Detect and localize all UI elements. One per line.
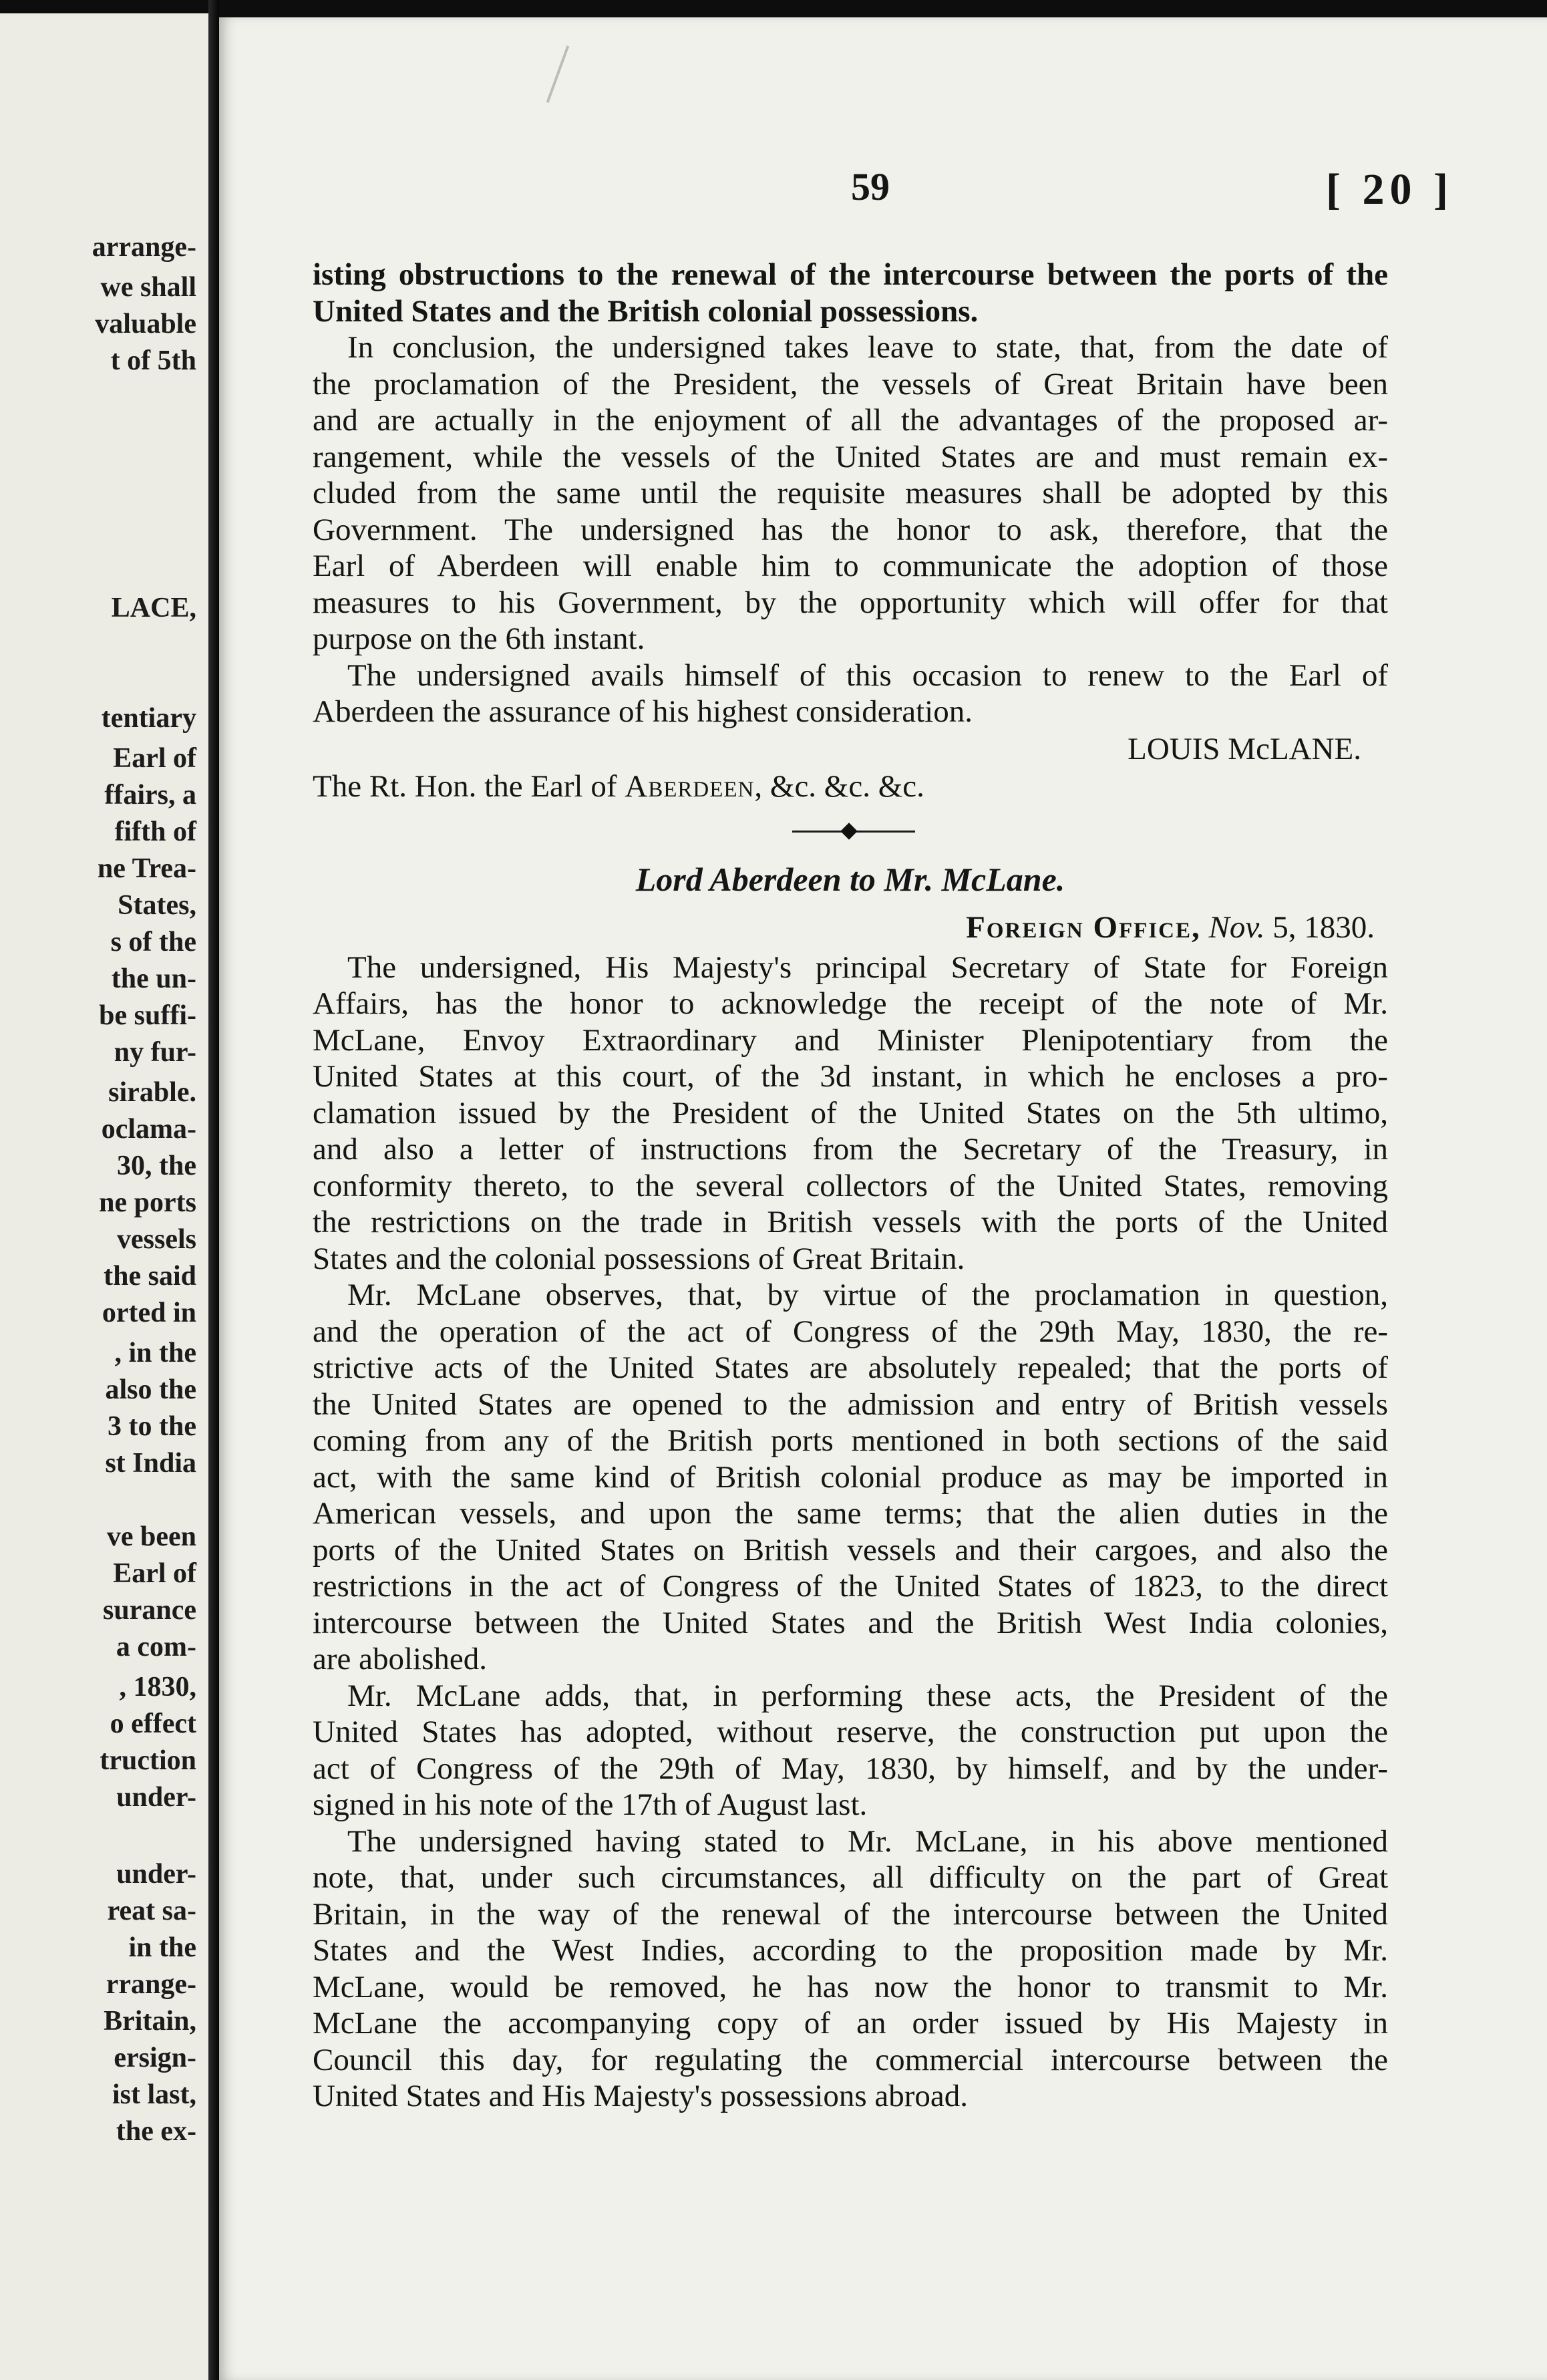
addressee-suffix: , &c. &c. &c. xyxy=(754,768,924,804)
text-line: intercourse between the United States and the British West India colonies, xyxy=(313,1605,1388,1640)
page-number: 59 xyxy=(851,165,890,208)
text-line: McLane, would be removed, he has now the honor to transmit to Mr. xyxy=(313,1969,1388,2004)
text-line: purpose on the 6th instant. xyxy=(313,621,645,656)
dateline-month: Nov. xyxy=(1208,909,1265,945)
previous-page-line: ve been xyxy=(106,1521,196,1552)
text-line: clamation issued by the President of the United States on the 5th ultimo, xyxy=(313,1095,1388,1131)
previous-page-line: o effect xyxy=(110,1708,196,1739)
previous-page-line: the said xyxy=(104,1261,196,1292)
previous-page-line: orted in xyxy=(102,1298,196,1328)
text-line: measures to his Government, by the opportunity which will offer for that xyxy=(313,585,1388,620)
previous-page-line: tentiary xyxy=(101,703,196,734)
previous-page-line: the un- xyxy=(111,963,196,994)
text-line: the proclamation of the President, the vessels of Great Britain have been xyxy=(313,366,1388,402)
text-line: The undersigned avails himself of this occasion to renew to the Earl of xyxy=(347,657,1388,693)
letter-aberdeen xyxy=(313,853,1388,2115)
dateline-date: 5, 1830. xyxy=(1272,909,1375,945)
previous-page-line: under- xyxy=(116,1859,196,1890)
text-line: McLane, Envoy Extraordinary and Minister Plenipotentiary from the xyxy=(313,1022,1388,1058)
text-line: act, with the same kind of British colonial produce as may be imported in xyxy=(313,1459,1388,1495)
text-line: The undersigned, His Majesty's principal Secretary of State for Foreign xyxy=(347,949,1388,985)
previous-page-line: , in the xyxy=(114,1338,196,1368)
addressee-prefix: The Rt. Hon. the Earl of xyxy=(313,768,625,804)
previous-page-line: we shall xyxy=(100,272,196,303)
previous-page-line: arrange- xyxy=(92,232,196,263)
text-line: ports of the United States on British vessels and their cargoes, and also the xyxy=(313,1532,1388,1568)
previous-page-line: States, xyxy=(118,890,196,921)
text-line: American vessels, and upon the same terms; that the alien duties in the xyxy=(313,1496,1388,1531)
text-line: The undersigned having stated to Mr. McLane, in his above mentioned xyxy=(347,1823,1388,1859)
letter-heading: Lord Aberdeen to Mr. McLane. xyxy=(635,860,1065,898)
text-line: Government. The undersigned has the honor to ask, therefore, that the xyxy=(313,512,1388,547)
dateline-office: Foreign Office, xyxy=(966,909,1201,945)
paragraph xyxy=(313,257,1388,329)
previous-page-line: ist last, xyxy=(112,2079,196,2110)
text-line: Aberdeen the assurance of his highest consideration. xyxy=(313,694,973,729)
text-line: rangement, while the vessels of the United States are and must remain ex- xyxy=(313,439,1388,474)
paragraph xyxy=(313,1678,1388,1823)
previous-page-line: t of 5th xyxy=(110,345,196,376)
text-line: the United States are opened to the admission and entry of British vessels xyxy=(313,1386,1388,1422)
previous-page-line: reat sa- xyxy=(107,1896,196,1926)
text-line: restrictions in the act of Congress of the United States of 1823, to the direct xyxy=(313,1569,1388,1604)
previous-page-line: a com- xyxy=(116,1632,196,1662)
previous-page-line: , 1830, xyxy=(119,1672,196,1702)
letter-mclane-closing xyxy=(313,257,1388,805)
previous-page-line: oclama- xyxy=(101,1114,196,1145)
text-line: conformity thereto, to the several collectors of the United States, removing xyxy=(313,1168,1388,1203)
page-gutter xyxy=(208,0,219,2380)
previous-page-line: Earl of xyxy=(113,743,196,774)
text-line: and the operation of the act of Congress of the 29th May, 1830, the re- xyxy=(313,1314,1388,1349)
previous-page-line: ne Trea- xyxy=(97,853,196,884)
text-line: and also a letter of instructions from the Secretary of the Treasury, in xyxy=(313,1132,1388,1167)
paragraph xyxy=(313,1823,1388,2115)
previous-page-line: LACE, xyxy=(111,593,196,623)
page-header xyxy=(219,164,1547,225)
document-number: [ 20 ] xyxy=(1326,165,1453,214)
text-line: and are actually in the enjoyment of all the advantages of the proposed ar- xyxy=(313,403,1388,438)
previous-page-line: be suffi- xyxy=(99,1000,196,1031)
text-line: cluded from the same until the requisite measures shall be adopted by this xyxy=(313,476,1388,510)
section-divider xyxy=(313,805,1388,853)
previous-page-line: the ex- xyxy=(116,2116,196,2147)
paragraph xyxy=(313,1277,1388,1678)
text-line: signed in his note of the 17th of August last. xyxy=(313,1787,868,1822)
text-line: strictive acts of the United States are absolutely repealed; that the ports of xyxy=(313,1350,1388,1385)
paragraph xyxy=(313,657,1388,730)
text-line: United States and the British colonial possessions. xyxy=(313,293,979,329)
signature: LOUIS McLANE. xyxy=(1128,731,1361,766)
previous-page-line: surance xyxy=(103,1595,196,1626)
previous-page-line: rrange- xyxy=(106,1969,196,2000)
text-line: the restrictions on the trade in British vessels with the ports of the United xyxy=(313,1205,1388,1239)
previous-page-line: ny fur- xyxy=(114,1037,196,1068)
text-line: note, that, under such circumstances, all difficulty on the part of Great xyxy=(313,1860,1388,1895)
previous-page-line: sirable. xyxy=(108,1077,196,1108)
previous-page-line: s of the xyxy=(110,927,196,957)
page-body xyxy=(313,257,1388,2115)
text-line: States and the colonial possessions of Great Britain. xyxy=(313,1241,965,1276)
text-line: Britain, in the way of the renewal of the intercourse between the United xyxy=(313,1896,1388,1932)
text-line: are abolished. xyxy=(313,1642,488,1676)
addressee-name: Aberdeen xyxy=(625,768,755,804)
text-line: Mr. McLane observes, that, by virtue of the proclamation in question, xyxy=(347,1278,1388,1312)
text-line: Mr. McLane adds, that, in performing these acts, the President of the xyxy=(347,1678,1388,1713)
text-line: Affairs, has the honor to acknowledge the receipt of the note of Mr. xyxy=(313,986,1388,1021)
previous-page-line: also the xyxy=(105,1374,196,1405)
previous-page-line: ffairs, a xyxy=(104,780,196,810)
paragraph xyxy=(313,329,1388,657)
previous-page-line: Earl of xyxy=(113,1558,196,1589)
previous-page-line: fifth of xyxy=(114,816,196,847)
pencil-mark xyxy=(546,45,570,103)
text-line: coming from any of the British ports mentioned in both sections of the said xyxy=(313,1423,1388,1458)
previous-page-line: vessels xyxy=(117,1224,196,1255)
paragraph xyxy=(313,949,1388,1278)
text-line: States and the West Indies, according to the proposition made by Mr. xyxy=(313,1933,1388,1968)
previous-page-line: truction xyxy=(100,1745,196,1776)
text-line: United States and His Majesty's possessions abroad. xyxy=(313,2079,969,2113)
previous-page-line: under- xyxy=(116,1782,196,1813)
text-line: Council this day, for regulating the commercial intercourse between the xyxy=(313,2042,1388,2077)
previous-page-line: st India xyxy=(105,1448,196,1479)
text-line: act of Congress of the 29th of May, 1830, by himself, and by the under- xyxy=(313,1751,1388,1786)
previous-page-line: in the xyxy=(128,1932,196,1963)
text-line: United States has adopted, without reserve, the construction put upon the xyxy=(313,1715,1388,1749)
text-line: isting obstructions to the renewal of the intercourse between the ports of the xyxy=(313,257,1388,292)
previous-page-fragment xyxy=(0,13,208,2380)
text-line: Earl of Aberdeen will enable him to communicate the adoption of those xyxy=(313,549,1388,583)
previous-page-line: valuable xyxy=(95,309,196,339)
previous-page-line: ne ports xyxy=(99,1187,196,1218)
dateline xyxy=(313,905,1388,949)
addressee xyxy=(313,768,1388,805)
previous-page-line: 3 to the xyxy=(108,1411,196,1442)
previous-page-line: Britain, xyxy=(104,2006,196,2037)
current-page xyxy=(219,17,1547,2380)
text-line: United States at this court, of the 3d instant, in which he encloses a pro- xyxy=(313,1059,1388,1094)
previous-page-line: ersign- xyxy=(114,2043,196,2073)
previous-page-line: 30, the xyxy=(117,1151,196,1181)
text-line: In conclusion, the undersigned takes leave to state, that, from the date of xyxy=(347,330,1388,365)
divider-ornament xyxy=(840,823,857,839)
text-line: McLane the accompanying copy of an order issued by His Majesty in xyxy=(313,2006,1388,2041)
